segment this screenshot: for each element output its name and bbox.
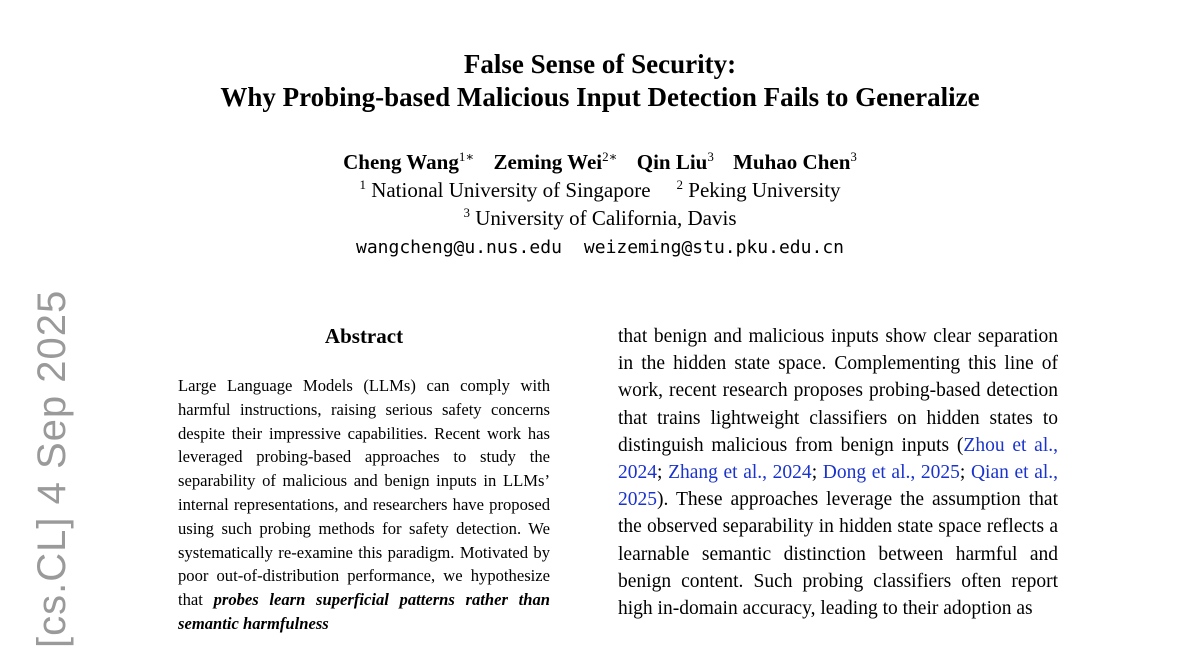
paper-title: [0, 48, 1200, 114]
citation-link[interactable]: Zhang et al., 2024: [668, 462, 812, 484]
affiliation: Peking University: [688, 178, 841, 202]
author: Muhao Chen$^3$: [733, 149, 857, 174]
email: weizeming@stu.pku.edu.cn: [583, 237, 844, 258]
citation-link[interactable]: Dong et al., 2025: [822, 462, 960, 484]
author: Qin Liu$^3$: [636, 149, 714, 174]
title-line-1: False Sense of Security:: [463, 49, 737, 79]
abstract-emphasis: probes learn superficial patterns rather than semantic harmfulness: [178, 590, 550, 633]
affiliation: University of California, Davis: [475, 206, 737, 230]
affiliation-line-2: $^3$ University of California, Davis: [463, 205, 737, 230]
abstract-heading: Abstract: [324, 324, 404, 348]
author: Zeming Wei$^{2∗}$: [493, 149, 618, 174]
email: wangcheng@u.nus.edu: [356, 237, 562, 258]
title-line-2: Why Probing-based Malicious Input Detection Fails to Generalize: [220, 82, 980, 112]
author-list: [0, 148, 1200, 176]
author: Cheng Wang$^{1∗}$: [343, 149, 475, 174]
intro-paragraph: that benign and malicious inputs show clear separation in the hidden state space. Complementing this line of work, recent research proposes probing-based detection that trains lightweight classifiers on hidden states to distinguish malicious from benign inputs (Zhou et al., 2024; Zhang et al., 2024; Dong et al., 2025; Qian et al., 2025). These approaches leverage the assumption that the observed separability in hidden state space reflects a learnable semantic distinction between harmful and benign content. Such probing classifiers often report high in-domain accuracy, leading to their adoption as: [618, 326, 1059, 620]
citation-link[interactable]: Qian et al., 2025: [618, 462, 1059, 511]
citation-link[interactable]: Zhou et al., 2024: [618, 434, 1058, 484]
author-emails: [0, 235, 1200, 261]
affiliation: National University of Singapore: [371, 178, 651, 202]
affiliation-line-1: $^1$ National University of Singapore $^2$ Peking University: [359, 177, 841, 202]
abstract-body: Large Language Models (LLMs) can comply with harmful instructions, raising serious safety concerns despite their impressive capabilities. Recent work has leveraged probing-based approaches to study the separability of malicious and benign inputs in LLMs’ internal representations, and researchers have proposed using such probing methods for safety detection. We systematically re-examine this paradigm. Motivated by poor out-of-distribution performance, we hypothesize that probes learn superficial patterns rather than semantic harmfulness: [178, 376, 550, 633]
arxiv-side-stamp: [cs.CL] 4 Sep 2025: [30, 289, 74, 648]
